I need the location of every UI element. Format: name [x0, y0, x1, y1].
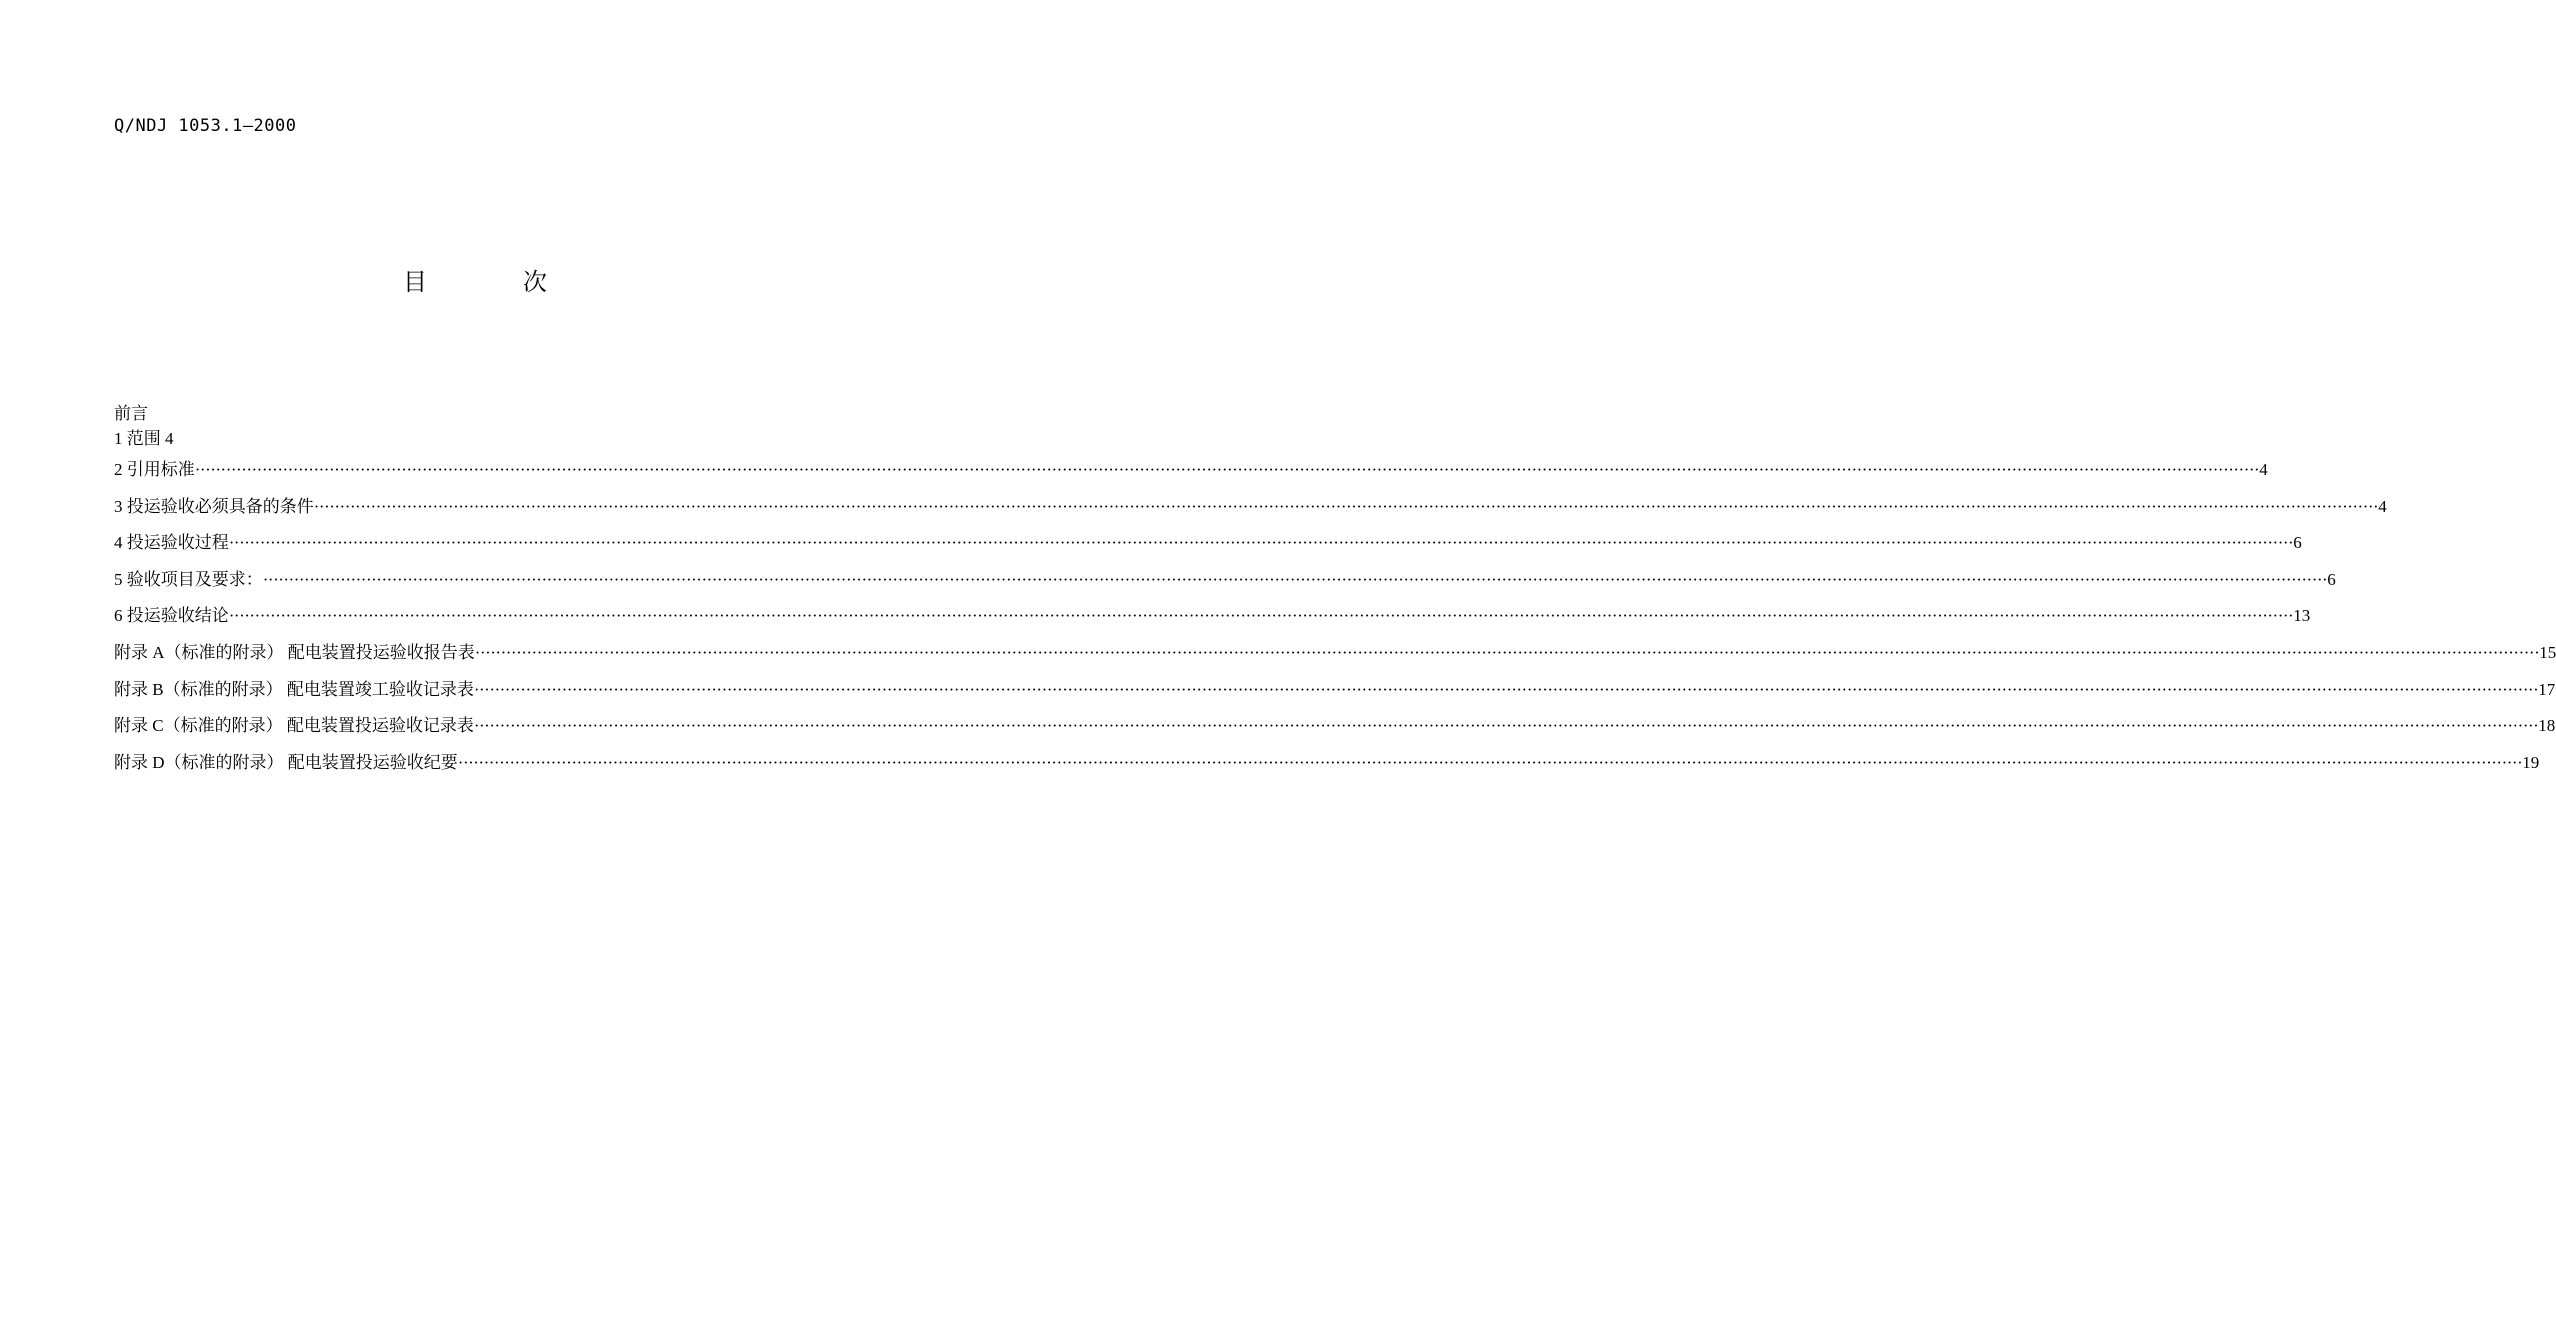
toc-page-number: 13: [2293, 606, 2311, 626]
toc-leader-dots: ················································································································································································································································································································································································································: [473, 716, 2539, 736]
toc-page-number: 17: [2538, 679, 2556, 699]
toc-page-number: 18: [2538, 716, 2556, 736]
toc-page-number: 6: [2293, 533, 2302, 553]
toc-page-number: 4: [2378, 496, 2387, 516]
toc-entry[interactable]: [114, 635, 2556, 672]
toc-entry[interactable]: [114, 452, 2268, 489]
toc-page-number: 19: [2522, 752, 2540, 772]
toc-entry-label: 3 投运验收必须具备的条件: [114, 496, 314, 516]
toc-entry-label: 附录 D（标准的附录） 配电装置投运验收纪要: [114, 752, 458, 772]
table-of-contents: [114, 402, 2556, 781]
toc-entry-label: 4 投运验收过程: [114, 533, 229, 553]
toc-entry[interactable]: [114, 745, 2540, 782]
toc-entry-label: 附录 C（标准的附录） 配电装置投运验收记录表: [114, 716, 474, 736]
toc-page-number: 6: [2327, 569, 2336, 589]
toc-page-number: 4: [2259, 460, 2268, 479]
toc-entry-label: 5 验收项目及要求：: [114, 569, 263, 589]
toc-leader-dots: ················································································································································································································································································································································································································: [457, 752, 2523, 772]
toc-leader-dots: ················································································································································································································································································································································································································: [194, 460, 2260, 479]
toc-entry[interactable]: [114, 598, 2311, 635]
toc-page-number: 15: [2539, 642, 2556, 662]
toc-leader-dots: ················································································································································································································································································································································································································: [262, 569, 2328, 589]
toc-entry[interactable]: [114, 489, 2387, 526]
toc-title: [0, 262, 950, 297]
toc-entry-scope[interactable]: [114, 426, 837, 452]
toc-foreword[interactable]: 前言: [114, 404, 148, 423]
toc-title-char-2: 次: [523, 268, 547, 296]
toc-entry[interactable]: [114, 525, 2302, 562]
toc-title-char-1: 目: [403, 268, 427, 296]
toc-entry-label: 2 引用标准: [114, 460, 195, 479]
toc-leader-dots: ················································································································································································································································································································································································································: [228, 533, 2294, 553]
toc-leader-dots: ················································································································································································································································································································································································································: [474, 642, 2540, 662]
toc-entry-label: 1 范围 4: [114, 429, 174, 448]
toc-leader-dots: ················································································································································································································································································································································································································: [473, 679, 2539, 699]
document-code: Q/NDJ 1053.1—2000: [114, 116, 297, 136]
toc-entry[interactable]: [114, 562, 2336, 599]
toc-entry-label: 附录 B（标准的附录） 配电装置竣工验收记录表: [114, 679, 474, 699]
toc-entry[interactable]: [114, 708, 2556, 745]
toc-entry-label: 6 投运验收结论: [114, 606, 229, 626]
toc-leader-dots: ················································································································································································································································································································································································································: [313, 496, 2379, 516]
toc-entry[interactable]: [114, 672, 2556, 709]
toc-leader-dots: ················································································································································································································································································································································································································: [228, 606, 2294, 626]
toc-entry-label: 附录 A（标准的附录） 配电装置投运验收报告表: [114, 642, 475, 662]
